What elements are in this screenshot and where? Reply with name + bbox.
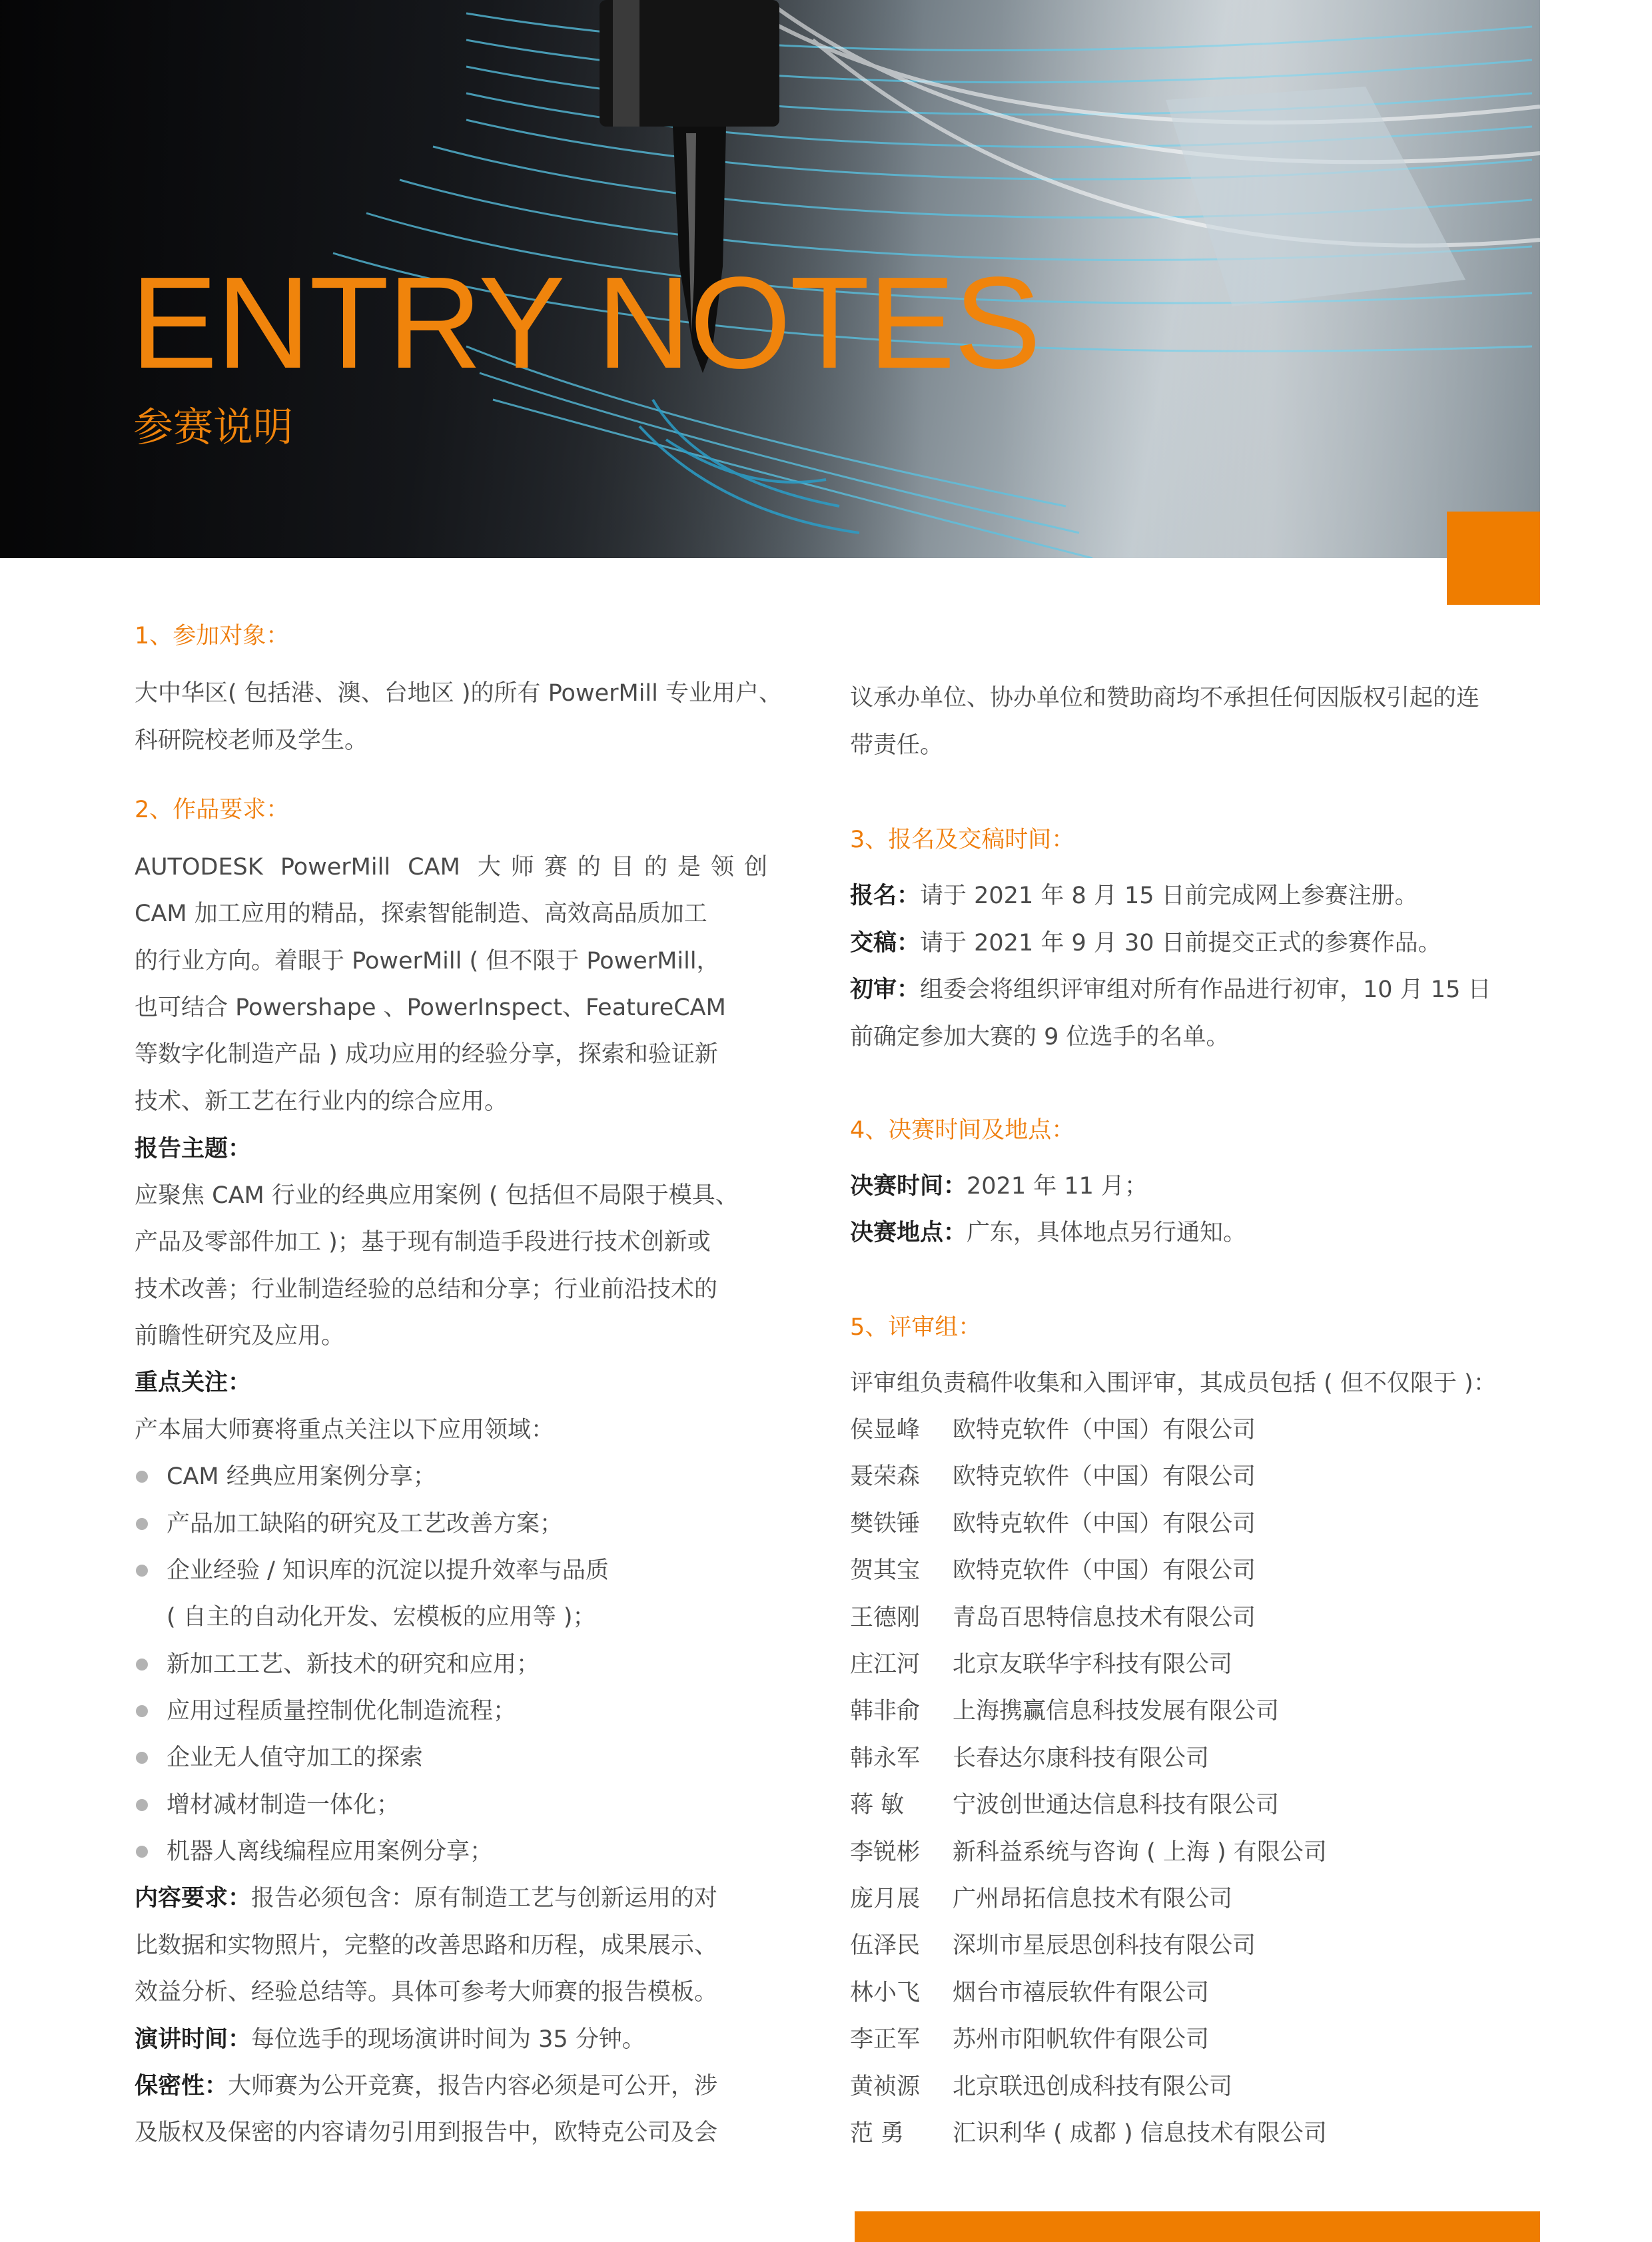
accent-square	[1447, 512, 1540, 605]
registration-label: 报名：	[850, 883, 921, 909]
jury-member-row	[850, 2070, 1232, 2103]
jury-member-row	[850, 1507, 1256, 1541]
jury-member-org: 宁波创世通达信息科技有限公司	[953, 1792, 1280, 1819]
bullet-dot-icon	[136, 1705, 148, 1717]
jury-member-row	[850, 1976, 1209, 2010]
jury-member-name: 王德刚	[850, 1604, 921, 1631]
jury-member-name: 伍泽民	[850, 1932, 921, 1960]
jury-member-org: 上海携赢信息科技发展有限公司	[953, 1698, 1280, 1725]
jury-member-row	[850, 2117, 1327, 2150]
jury-member-org: 新科益系统与咨询 ( 上海 ) 有限公司	[953, 1838, 1327, 1866]
content-requirement-line: 效益分析、经验总结等。具体可参考大师赛的报告模板。	[135, 1979, 718, 2006]
jury-member-name: 庞月展	[850, 1886, 921, 1912]
jury-member-row	[850, 1742, 1209, 1775]
report-theme-line: 产品及零部件加工 )；基于现有制造手段进行技术创新或	[135, 1229, 711, 1256]
page-title: ENTRY NOTES	[131, 250, 1040, 396]
report-theme-line: 前瞻性研究及应用。	[135, 1323, 345, 1349]
jury-member-org: 欧特克软件（中国）有限公司	[953, 1557, 1256, 1585]
section-2-intro-line: AUTODESK PowerMill CAM 大师赛的目的是领创	[135, 854, 767, 881]
jury-member-name: 蒋 敏	[850, 1792, 905, 1819]
final-time: 决赛时间：2021 年 11 月；	[850, 1173, 1148, 1200]
bullet-dot-icon	[136, 1752, 148, 1764]
section-2-title: 2、作品要求：	[135, 797, 290, 823]
content-requirement-label: 内容要求：	[135, 1885, 252, 1912]
confidentiality-line: 及版权及保密的内容请勿引用到报告中，欧特克公司及会	[135, 2119, 718, 2146]
jury-member-org: 长春达尔康科技有限公司	[953, 1744, 1210, 1772]
preliminary-review-line: 前确定参加大赛的 9 位选手的名单。	[850, 1024, 1230, 1050]
focus-bullet: 机器人离线编程应用案例分享；	[135, 1835, 493, 1868]
content-requirement: 内容要求：报告必须包含：原有制造工艺与创新运用的对	[135, 1885, 718, 1912]
jury-intro: 评审组负责稿件收集和入围评审，其成员包括 ( 但不仅限于 )：	[850, 1370, 1497, 1397]
bullet-dot-icon	[136, 1565, 148, 1577]
speech-time: 演讲时间：每位选手的现场演讲时间为 35 分钟。	[135, 2026, 645, 2053]
confidentiality-line: 带责任。	[850, 732, 944, 759]
registration: 报名：请于 2021 年 8 月 15 日前完成网上参赛注册。	[850, 883, 1418, 909]
jury-member-org: 欧特克软件（中国）有限公司	[953, 1510, 1256, 1537]
jury-member-row	[850, 1882, 1232, 1916]
section-5-title: 5、评审组：	[850, 1314, 982, 1341]
bullet-dot-icon	[136, 1518, 148, 1530]
bullet-dot-icon	[136, 1799, 148, 1811]
speech-time-label: 演讲时间：	[135, 2026, 252, 2053]
section-2-intro-line: 的行业方向。着眼于 PowerMill ( 但不限于 PowerMill，	[135, 948, 720, 974]
section-1-title: 1、参加对象：	[135, 623, 290, 649]
jury-member-row	[850, 1788, 1279, 1822]
jury-member-name: 韩非俞	[850, 1698, 921, 1725]
jury-member-org: 欧特克软件（中国）有限公司	[953, 1417, 1256, 1443]
jury-member-row	[850, 1929, 1256, 1962]
confidentiality-line: 议承办单位、协办单位和赞助商均不承担任何因版权引起的连	[850, 685, 1480, 711]
jury-member-name: 樊铁锤	[850, 1510, 921, 1537]
jury-member-org: 北京友联华宇科技有限公司	[953, 1651, 1233, 1678]
focus-bullet: 新加工工艺、新技术的研究和应用；	[135, 1648, 540, 1681]
footer-accent-bar	[855, 2211, 1540, 2242]
page-subtitle: 参赛说明	[133, 404, 293, 451]
bullet-dot-icon	[136, 1846, 148, 1858]
submission: 交稿：请于 2021 年 9 月 30 日前提交正式的参赛作品。	[850, 930, 1442, 956]
confidentiality: 保密性：大师赛为公开竞赛，报告内容必须是可公开，涉	[135, 2073, 718, 2099]
section-2-intro-line: CAM 加工应用的精品，探索智能制造、高效高品质加工	[135, 901, 707, 927]
jury-member-org: 汇识利华 ( 成都 ) 信息技术有限公司	[953, 2120, 1327, 2147]
focus-bullet: 增材减材制造一体化；	[135, 1788, 400, 1822]
focus-intro: 产本届大师赛将重点关注以下应用领域：	[135, 1417, 555, 1443]
final-place-label: 决赛地点：	[850, 1220, 967, 1246]
section-3-title: 3、报名及交稿时间：	[850, 827, 1075, 853]
jury-member-row	[850, 1554, 1256, 1587]
focus-bullet: CAM 经典应用案例分享；	[135, 1460, 436, 1493]
focus-bullet: 应用过程质量控制优化制造流程；	[135, 1694, 516, 1728]
jury-member-name: 范 勇	[850, 2120, 905, 2147]
jury-member-row	[850, 1413, 1256, 1447]
bullet-dot-icon	[136, 1659, 148, 1671]
jury-member-name: 黄祯源	[850, 2073, 921, 2100]
final-time-label: 决赛时间：	[850, 1173, 967, 1200]
submission-label: 交稿：	[850, 930, 921, 956]
jury-member-org: 欧特克软件（中国）有限公司	[953, 1463, 1256, 1491]
report-theme-label: 报告主题：	[135, 1136, 252, 1162]
jury-member-row	[850, 1601, 1256, 1635]
jury-member-name: 李锐彬	[850, 1838, 921, 1866]
focus-bullet: 企业无人值守加工的探索	[135, 1741, 423, 1774]
jury-member-org: 青岛百思特信息技术有限公司	[953, 1604, 1256, 1631]
jury-member-name: 贺其宝	[850, 1557, 921, 1585]
jury-member-name: 林小飞	[850, 1979, 921, 2006]
section-2-intro-line: 技术、新工艺在行业内的综合应用。	[135, 1088, 508, 1115]
section-4-title: 4、决赛时间及地点：	[850, 1117, 1075, 1144]
jury-member-org: 广州昂拓信息技术有限公司	[953, 1886, 1233, 1912]
jury-member-name: 庄江河	[850, 1651, 921, 1678]
report-theme-line: 技术改善；行业制造经验的总结和分享；行业前沿技术的	[135, 1276, 718, 1303]
jury-member-name: 韩永军	[850, 1744, 921, 1772]
focus-label: 重点关注：	[135, 1369, 252, 1396]
jury-member-name: 聂荣森	[850, 1463, 921, 1491]
section-1-line: 科研院校老师及学生。	[135, 727, 368, 754]
section-2-intro-line: 等数字化制造产品 ) 成功应用的经验分享，探索和验证新	[135, 1041, 718, 1068]
jury-member-name: 侯显峰	[850, 1417, 921, 1443]
bullet-dot-icon	[136, 1471, 148, 1483]
content-requirement-line: 比数据和实物照片，完整的改善思路和历程，成果展示、	[135, 1932, 718, 1959]
jury-member-org: 北京联迅创成科技有限公司	[953, 2073, 1233, 2100]
preliminary-review-label: 初审：	[850, 976, 921, 1003]
jury-member-org: 深圳市星辰思创科技有限公司	[953, 1932, 1256, 1960]
jury-member-row	[850, 1648, 1232, 1681]
focus-bullet: 产品加工缺陷的研究及工艺改善方案；	[135, 1507, 563, 1541]
jury-member-org: 苏州市阳帆软件有限公司	[953, 2026, 1210, 2054]
jury-member-row	[850, 1460, 1256, 1493]
section-1-line: 大中华区( 包括港、澳、台地区 )的所有 PowerMill 专业用户、	[135, 680, 783, 707]
jury-member-row	[850, 1694, 1279, 1728]
jury-member-org: 烟台市禧辰软件有限公司	[953, 1979, 1210, 2006]
jury-member-row	[850, 2023, 1209, 2056]
report-theme-line: 应聚焦 CAM 行业的经典应用案例 ( 包括但不局限于模具、	[135, 1182, 739, 1209]
preliminary-review: 初审：组委会将组织评审组对所有作品进行初审，10 月 15 日	[850, 976, 1491, 1003]
jury-member-row	[850, 1836, 1327, 1869]
jury-member-name: 李正军	[850, 2026, 921, 2054]
hero-banner	[0, 0, 1540, 558]
confidentiality-label: 保密性：	[135, 2073, 228, 2099]
focus-bullet-continuation: ( 自主的自动化开发、宏模板的应用等 )；	[167, 1604, 596, 1631]
focus-bullet: 企业经验 / 知识库的沉淀以提升效率与品质	[135, 1554, 609, 1587]
final-place: 决赛地点：广东，具体地点另行通知。	[850, 1220, 1247, 1246]
section-2-intro-line: 也可结合 Powershape 、PowerInspect、FeatureCAM	[135, 994, 726, 1021]
